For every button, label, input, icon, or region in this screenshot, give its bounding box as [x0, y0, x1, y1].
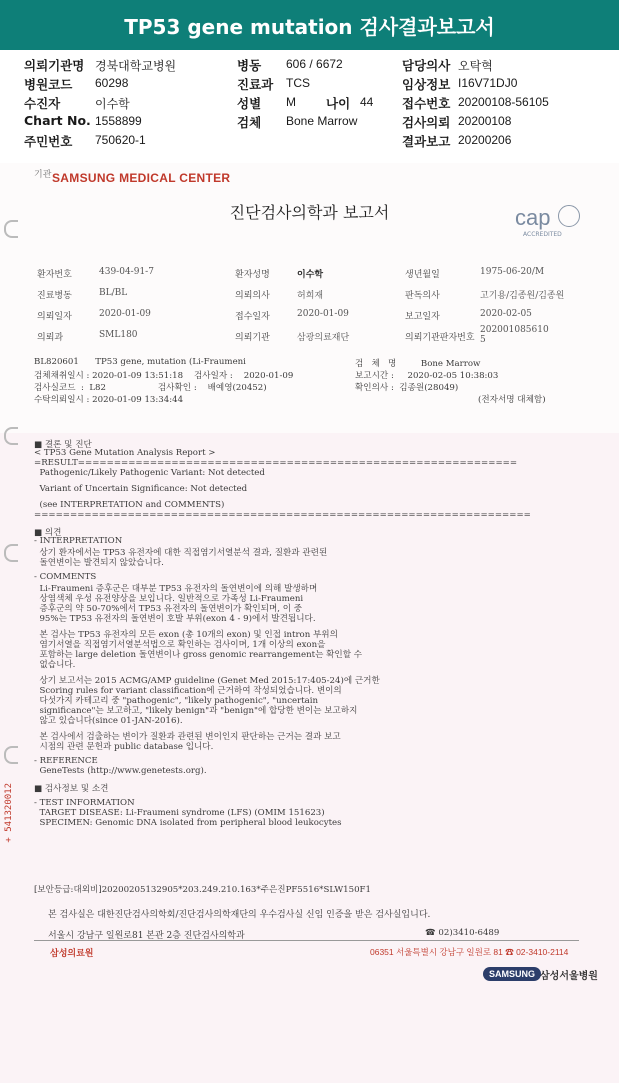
- test-info-line: 검사실코드 : L82 검사확인 : 배예영(20452): [34, 383, 267, 393]
- patient-label: 의뢰일자: [37, 312, 72, 322]
- patient-value: SML180: [99, 330, 138, 340]
- header-row: [0, 113, 619, 131]
- patient-label: 의뢰기관: [235, 333, 270, 343]
- report-body-line: Pathogenic/Likely Pathogenic Variant: Not detected: [34, 468, 265, 478]
- report-body-line: 본 검사는 TP53 유전자의 모든 exon (총 10개의 exon) 및 인접 intron 부위의: [34, 630, 338, 640]
- report-body-line: 상염색체 우성 유전양상을 보입니다. 일반적으로 가족성 Li-Fraumeni: [34, 594, 304, 604]
- patient-value: 2020-01-09: [297, 309, 349, 319]
- patient-value: 2020-01-09: [99, 309, 151, 319]
- side-barcode-number: + 541320012: [4, 783, 14, 843]
- test-info-line: 수탁의뢰일시 : 2020-01-09 13:34:44: [34, 395, 184, 405]
- report-body-line: 돌연변이는 발견되지 않았습니다.: [34, 558, 164, 568]
- header-value: 경북대학교병원: [95, 59, 177, 73]
- header-label: 결과보고: [402, 134, 451, 149]
- report-body-line: - TEST INFORMATION: [34, 798, 135, 808]
- report-body-line: ■ 의견: [34, 528, 62, 538]
- report-title-bar: [0, 0, 619, 50]
- footer-phone: ☎ 02)3410-6489: [425, 928, 500, 938]
- org-prefix: 기관: [34, 170, 52, 180]
- header-row: [0, 56, 619, 74]
- header-label: 진료과: [237, 77, 274, 92]
- header-value: 750620-1: [95, 133, 146, 147]
- report-body-line: 포함하는 large deletion 돌연변이나 gross genomic rearrangement는 확인할 수: [34, 650, 363, 660]
- header-value: Bone Marrow: [286, 114, 358, 128]
- header-label: 성별: [237, 96, 262, 111]
- patient-value: 고기용/김종원/김종원: [480, 291, 565, 301]
- report-body-line: Scoring rules for variant classification에 근거하여 작성되었습니다. 변이의: [34, 686, 342, 696]
- report-body-line: 시점의 관련 문헌과 public database 입니다.: [34, 742, 214, 752]
- cap-word: cap: [515, 205, 551, 230]
- header-label: 주민번호: [24, 134, 73, 149]
- test-info-line: 검체채취일시 : 2020-01-09 13:51:18 검사일자 : 2020-01-09: [34, 371, 294, 381]
- report-body-line: GeneTests (http://www.genetests.org).: [34, 766, 207, 776]
- report-body-line: 상기 환자에서는 TP53 유전자에 대한 직접염기서열분석 결과, 질환과 관련된: [34, 548, 328, 558]
- test-info-right: 보고시간 : 2020-02-05 10:38:03: [355, 371, 499, 381]
- header-value: 20200108: [458, 114, 512, 128]
- report-body-line: TARGET DISEASE: Li-Fraumeni syndrome (LFS) (OMIM 151623): [34, 808, 325, 818]
- patient-value: 이수학: [297, 270, 324, 280]
- test-info-right: (전자서명 대체함): [478, 395, 546, 405]
- cap-accredited-text: ACCREDITED: [523, 231, 562, 238]
- header-label: 의뢰기관명: [24, 58, 85, 73]
- report-body-line: 다섯가지 카테고리 중 "pathogenic", "likely pathogenic", "uncertain: [34, 696, 319, 706]
- punch-hole: [4, 746, 18, 764]
- punch-hole: [4, 427, 18, 445]
- patient-label: 의뢰의사: [235, 291, 270, 301]
- test-info-line: BL820601 TP53 gene, mutation (Li-Fraumeni: [34, 357, 246, 367]
- test-info-right: 검 체 명 Bone Marrow: [355, 359, 481, 369]
- lab-report-title: 진단검사의학과 보고서: [229, 203, 390, 222]
- report-body-line: 없습니다.: [34, 660, 76, 670]
- header-label: Chart No.: [24, 113, 91, 128]
- footer-certification: 본 검사실은 대한진단검사의학회/진단검사의학재단의 우수검사실 신임 인증을 받은 검사실입니다.: [48, 910, 431, 920]
- report-body-line: 않고 있습니다(since 01-JAN-2016).: [34, 716, 183, 726]
- footer-hospital-address: 06351 서울특별시 강남구 일원로 81 ☎ 02-3410-2114: [370, 947, 569, 957]
- header-label: 수진자: [24, 96, 61, 111]
- report-body-line: 염기서열을 직접염기서열분석법으로 확인하는 검사이며, 1개 이상의 exon을: [34, 640, 326, 650]
- patient-label: 접수일자: [235, 312, 270, 322]
- header-value: M: [286, 95, 296, 109]
- header-label: 병원코드: [24, 77, 73, 92]
- patient-value: 2020-02-05: [480, 309, 532, 319]
- punch-hole: [4, 220, 18, 238]
- patient-value: 허희재: [297, 291, 324, 301]
- samsung-logo: SAMSUNG: [483, 967, 541, 981]
- header-value: TCS: [286, 76, 310, 90]
- report-body-line: 95%는 TP53 유전자의 돌연변이 호발 부위(exon 4 - 9)에서 발견됩니다.: [34, 614, 316, 624]
- patient-label: 보고일자: [405, 312, 440, 322]
- header-label: 접수번호: [402, 96, 451, 111]
- report-body-line: < TP53 Gene Mutation Analysis Report >: [34, 448, 216, 458]
- header-row: [0, 94, 619, 112]
- header-value: 20200108-56105: [458, 95, 549, 109]
- patient-value: 삼광의료재단: [297, 333, 350, 343]
- report-body-line: 본 검사에서 검출하는 변이가 질환과 관련된 변이인지 판단하는 근거는 결과 보고: [34, 732, 341, 742]
- patient-value: 439-04-91-7: [99, 267, 154, 277]
- patient-label: 판독의사: [405, 291, 440, 301]
- header-label: 임상정보: [402, 77, 451, 92]
- patient-label: 생년월일: [405, 270, 440, 280]
- request-header: [0, 52, 619, 154]
- report-body-line: ■ 결론 및 진단: [34, 440, 92, 450]
- header-label: 검사의뢰: [402, 115, 451, 130]
- header-value: I16V71DJ0: [458, 76, 518, 90]
- patient-label: 진료병동: [37, 291, 72, 301]
- patient-value: 202001085610 5: [480, 325, 549, 345]
- test-info-right: 확인의사 : 김종원(28049): [355, 383, 459, 393]
- patient-label: 환자번호: [37, 270, 72, 280]
- report-body-line: =RESULT=============================================================: [34, 458, 518, 468]
- report-body-line: =====================================================================: [34, 510, 531, 520]
- header-value: 60298: [95, 76, 129, 90]
- report-body-line: 상기 보고서는 2015 ACMG/AMP guideline (Genet Med 2015:17:405-24)에 근거한: [34, 676, 380, 686]
- header-row: [0, 75, 619, 93]
- footer-security: [보안등급:대외비]20200205132905*203.249.210.163*주은진PF5516*SLW150F1: [34, 885, 371, 895]
- patient-label: 의뢰과: [37, 333, 64, 343]
- report-body-line: - INTERPRETATION: [34, 536, 123, 546]
- header-value: 오탁혁: [458, 59, 493, 73]
- header-label: 검체: [237, 115, 262, 130]
- report-body-line: significance"는 보고하고, "likely benign"과 "benign"에 합당한 변이는 보고하지: [34, 706, 358, 716]
- footer-address: 서울시 강남구 일원로81 본관 2층 진단검사의학과: [48, 931, 245, 941]
- report-body-line: (see INTERPRETATION and COMMENTS): [34, 500, 225, 510]
- age-label: 나이: [326, 96, 351, 111]
- report-body-line: Variant of Uncertain Significance: Not detected: [34, 484, 248, 494]
- patient-value: 1975-06-20/M: [480, 267, 545, 277]
- header-value: 20200206: [458, 133, 512, 147]
- report-body-line: - REFERENCE: [34, 756, 98, 766]
- samsung-medical-center-logo: SAMSUNG MEDICAL CENTER: [52, 171, 231, 185]
- patient-label: 환자성명: [235, 270, 270, 280]
- patient-label: 의뢰기관판자번호: [405, 333, 475, 343]
- header-value: 이수학: [95, 97, 130, 111]
- footer-hospital-name: 삼성의료원: [50, 949, 94, 959]
- samsung-seoul-hospital: 삼성서울병원: [540, 971, 598, 982]
- cap-accredited-logo: [515, 205, 580, 238]
- report-body-line: ■ 검사정보 및 소견: [34, 784, 109, 794]
- report-body-line: 증후군의 약 50-70%에서 TP53 유전자의 돌연변이가 확인되며, 이 중: [34, 604, 303, 614]
- header-value: 1558899: [95, 114, 142, 128]
- report-body-line: - COMMENTS: [34, 572, 97, 582]
- punch-hole: [4, 544, 18, 562]
- header-label: 담당의사: [402, 58, 451, 73]
- patient-value: BL/BL: [99, 288, 128, 298]
- lab-report-scan: [0, 163, 619, 1002]
- report-body-line: SPECIMEN: Genomic DNA isolated from peripheral blood leukocytes: [34, 818, 342, 828]
- report-title: TP53 gene mutation 검사결과보고서: [124, 14, 495, 39]
- report-body-line: Li-Fraumeni 증후군은 대부분 TP53 유전자의 돌연변이에 의해 발생하며: [34, 584, 318, 594]
- age-value: 44: [360, 95, 374, 109]
- header-label: 병동: [237, 58, 262, 73]
- header-value: 606 / 6672: [286, 57, 343, 71]
- header-row: [0, 132, 619, 150]
